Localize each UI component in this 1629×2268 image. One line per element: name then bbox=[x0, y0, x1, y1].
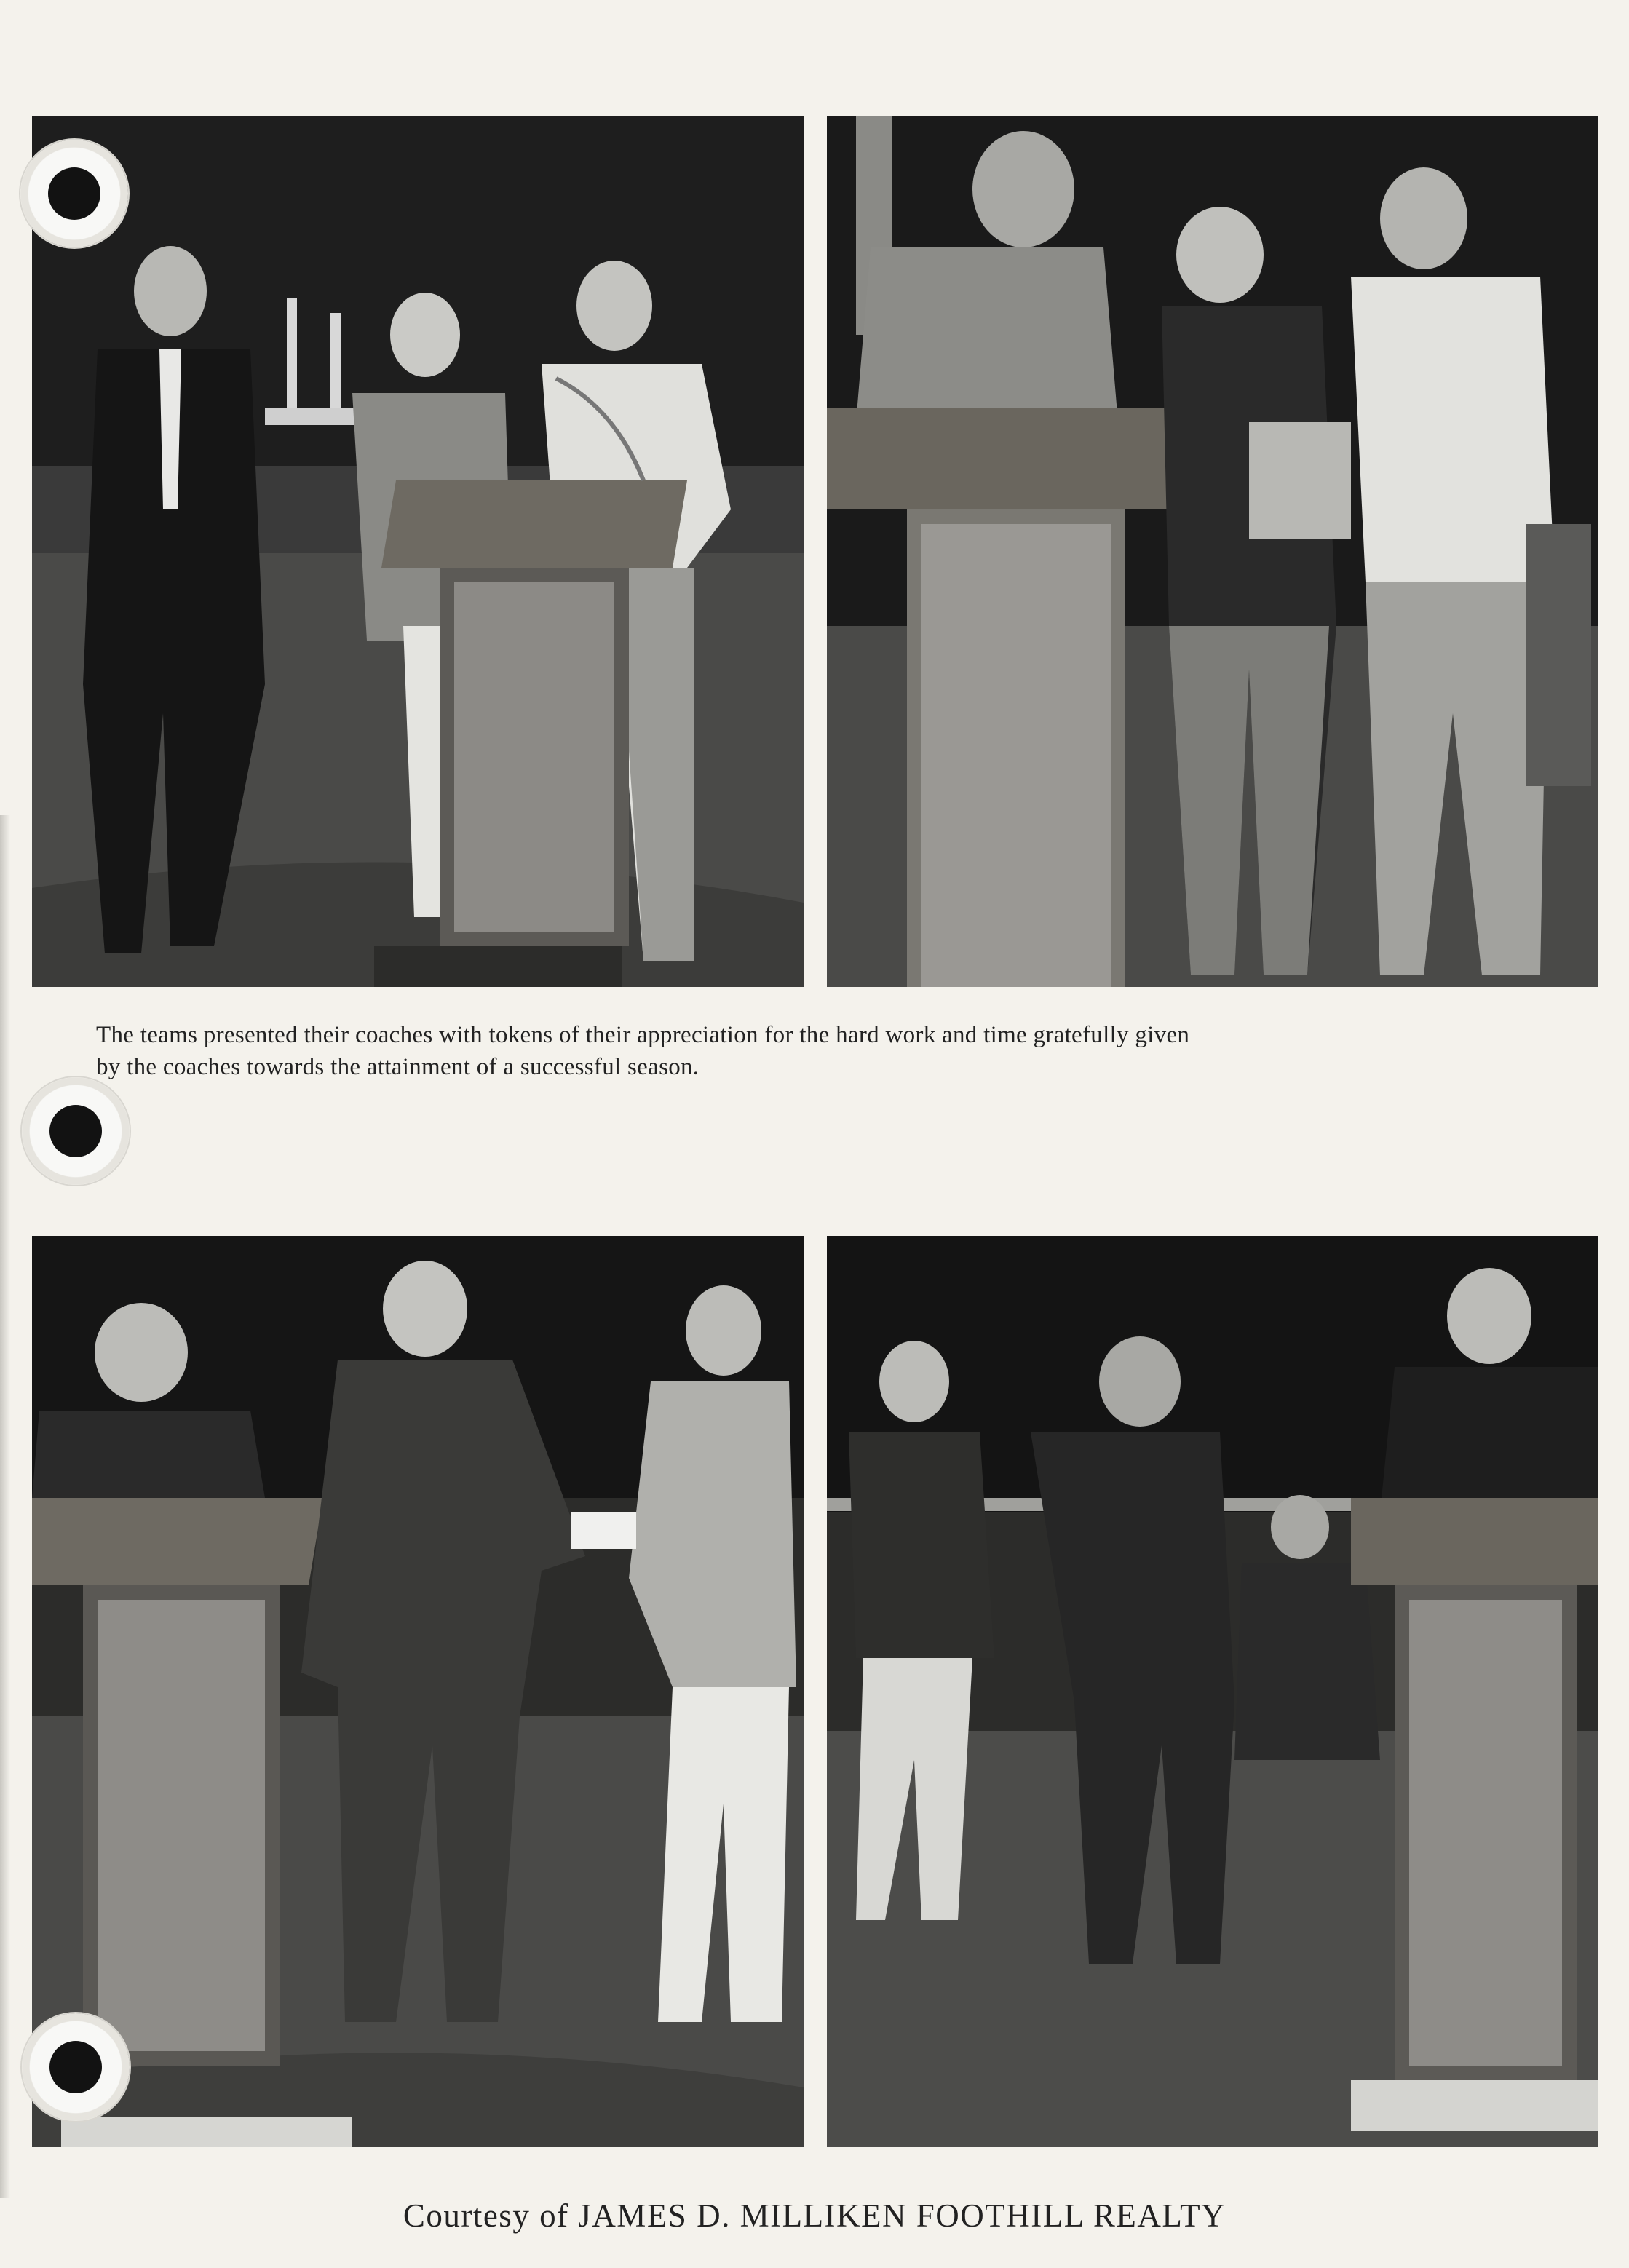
binder-hole-bottom bbox=[22, 2013, 130, 2121]
photo-handshake-award bbox=[827, 1236, 1598, 2147]
sponsor-credit: Courtesy of JAMES D. MILLIKEN FOOTHILL REALTY bbox=[403, 2197, 1226, 2234]
page-edge-shadow bbox=[0, 815, 10, 2198]
photo-handshake-at-podium bbox=[32, 1236, 804, 2147]
photo-trophy-presentation bbox=[827, 116, 1598, 987]
photo-caption bbox=[96, 1019, 1523, 1083]
binder-hole-top bbox=[20, 140, 128, 247]
binder-hole-middle bbox=[22, 1077, 130, 1185]
photo-coach-receiving-trophy bbox=[32, 116, 804, 987]
caption-line-2: by the coaches towards the attainment of a successful season. bbox=[96, 1054, 699, 1080]
caption-line-1: The teams presented their coaches with tokens of their appreciation for the hard work and time gratefully given bbox=[96, 1022, 1190, 1048]
